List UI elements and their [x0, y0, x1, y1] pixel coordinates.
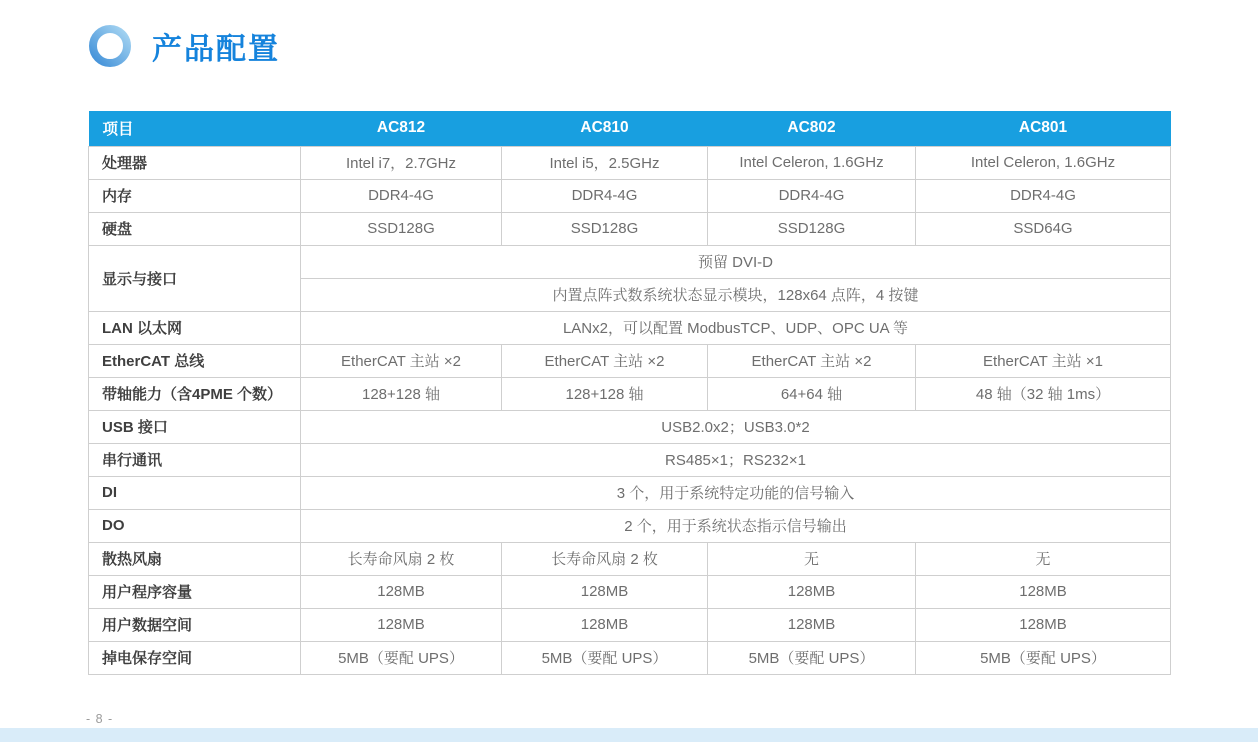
- span-cell: 内置点阵式数系统状态显示模块，128x64 点阵，4 按键: [301, 278, 1171, 311]
- spec-cell: 128+128 轴: [502, 377, 708, 410]
- spec-cell: 128+128 轴: [301, 377, 502, 410]
- spec-cell: 5MB（要配 UPS）: [916, 641, 1171, 674]
- spec-cell: 48 轴（32 轴 1ms）: [916, 377, 1171, 410]
- spec-cell: DDR4-4G: [916, 179, 1171, 212]
- page-number: - 8 -: [86, 712, 114, 726]
- product-config-table: [88, 111, 1171, 675]
- column-header-ac801: AC801: [916, 111, 1171, 146]
- spec-cell: EtherCAT 主站 ×2: [708, 344, 916, 377]
- table-row-program-capacity: [89, 575, 1171, 608]
- row-label: 用户数据空间: [89, 608, 301, 641]
- ring-icon: [88, 24, 132, 68]
- row-label: 硬盘: [89, 212, 301, 245]
- spec-cell: 128MB: [301, 608, 502, 641]
- table-row-retain-space: [89, 641, 1171, 674]
- spec-cell: 128MB: [708, 608, 916, 641]
- spec-cell: SSD128G: [708, 212, 916, 245]
- row-label: DO: [89, 509, 301, 542]
- column-header-ac810: AC810: [502, 111, 708, 146]
- table-row-ethercat: [89, 344, 1171, 377]
- table-row-di: [89, 476, 1171, 509]
- spec-cell: EtherCAT 主站 ×2: [301, 344, 502, 377]
- table-row-do: [89, 509, 1171, 542]
- column-header-ac812: AC812: [301, 111, 502, 146]
- spec-cell: DDR4-4G: [502, 179, 708, 212]
- spec-cell: 长寿命风扇 2 枚: [502, 542, 708, 575]
- span-cell: RS485×1；RS232×1: [301, 443, 1171, 476]
- table-row-display-a: [89, 245, 1171, 278]
- spec-cell: Intel i7，2.7GHz: [301, 146, 502, 179]
- table-row-disk: [89, 212, 1171, 245]
- row-label: 散热风扇: [89, 542, 301, 575]
- spec-cell: DDR4-4G: [708, 179, 916, 212]
- spec-cell: DDR4-4G: [301, 179, 502, 212]
- span-cell: 2 个，用于系统状态指示信号输出: [301, 509, 1171, 542]
- table-row-fan: [89, 542, 1171, 575]
- spec-cell: 128MB: [916, 575, 1171, 608]
- row-label: 用户程序容量: [89, 575, 301, 608]
- spec-cell: SSD64G: [916, 212, 1171, 245]
- spec-cell: 128MB: [502, 608, 708, 641]
- spec-cell: 128MB: [301, 575, 502, 608]
- page-title: 产品配置: [152, 33, 280, 66]
- span-cell: 3 个，用于系统特定功能的信号输入: [301, 476, 1171, 509]
- spec-cell: Intel Celeron, 1.6GHz: [916, 146, 1171, 179]
- table-row-memory: [89, 179, 1171, 212]
- row-label: 显示与接口: [89, 245, 301, 311]
- spec-cell: 5MB（要配 UPS）: [708, 641, 916, 674]
- spec-cell: 128MB: [708, 575, 916, 608]
- row-label: EtherCAT 总线: [89, 344, 301, 377]
- column-header-item: 项目: [89, 111, 301, 146]
- column-header-ac802: AC802: [708, 111, 916, 146]
- spec-cell: 长寿命风扇 2 枚: [301, 542, 502, 575]
- table-row-data-space: [89, 608, 1171, 641]
- spec-cell: SSD128G: [301, 212, 502, 245]
- row-label: 带轴能力（含4PME 个数）: [89, 377, 301, 410]
- spec-cell: 128MB: [916, 608, 1171, 641]
- row-label: DI: [89, 476, 301, 509]
- row-label: 内存: [89, 179, 301, 212]
- spec-cell: Intel Celeron, 1.6GHz: [708, 146, 916, 179]
- row-label: 处理器: [89, 146, 301, 179]
- spec-cell: 5MB（要配 UPS）: [502, 641, 708, 674]
- spec-cell: 64+64 轴: [708, 377, 916, 410]
- spec-cell: EtherCAT 主站 ×2: [502, 344, 708, 377]
- table-row-axes: [89, 377, 1171, 410]
- row-label: LAN 以太网: [89, 311, 301, 344]
- spec-cell: EtherCAT 主站 ×1: [916, 344, 1171, 377]
- table-row-usb: [89, 410, 1171, 443]
- table-row-serial: [89, 443, 1171, 476]
- spec-cell: 无: [708, 542, 916, 575]
- span-cell: 预留 DVI-D: [301, 245, 1171, 278]
- spec-cell: 128MB: [502, 575, 708, 608]
- span-cell: USB2.0x2；USB3.0*2: [301, 410, 1171, 443]
- table-row-lan: [89, 311, 1171, 344]
- spec-cell: Intel i5，2.5GHz: [502, 146, 708, 179]
- span-cell: LANx2，可以配置 ModbusTCP、UDP、OPC UA 等: [301, 311, 1171, 344]
- row-label: 掉电保存空间: [89, 641, 301, 674]
- page-header: [88, 24, 280, 68]
- footer-bar: [0, 728, 1258, 742]
- header-row: [89, 111, 1171, 146]
- row-label: USB 接口: [89, 410, 301, 443]
- spec-cell: SSD128G: [502, 212, 708, 245]
- spec-cell: 5MB（要配 UPS）: [301, 641, 502, 674]
- row-label: 串行通讯: [89, 443, 301, 476]
- spec-cell: 无: [916, 542, 1171, 575]
- table-row-cpu: [89, 146, 1171, 179]
